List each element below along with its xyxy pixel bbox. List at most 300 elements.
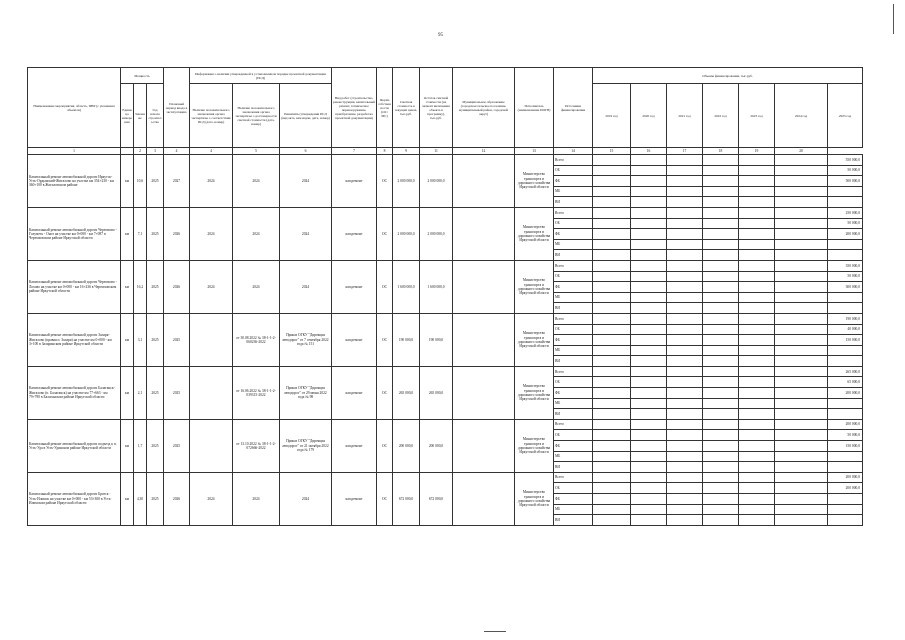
row-unit: км xyxy=(121,313,134,366)
column-number: 2 xyxy=(134,148,147,155)
amount-cell-empty xyxy=(631,229,667,240)
row-own: ОС xyxy=(377,155,393,208)
amount-cell-empty xyxy=(775,271,828,282)
amount-cell-empty xyxy=(631,419,667,430)
header-funding-title: Объемы финансирования, тыс.руб. xyxy=(593,68,863,84)
amount-cell-empty xyxy=(593,229,631,240)
funding-source: ОБ xyxy=(554,430,593,441)
amount-cell-empty xyxy=(703,303,739,314)
column-number xyxy=(121,148,134,155)
amount-2025 xyxy=(828,197,863,208)
amount-cell-empty xyxy=(667,218,703,229)
row-name: Капитальный ремонт автомобильной дороги Братск - Усть-Илимск на участке км 0+000 - км 53+300 в Усть-Илимском районе Иркутской области xyxy=(28,472,121,525)
amount-cell-empty xyxy=(739,430,775,441)
amount-2025 xyxy=(828,186,863,197)
column-number: 14 xyxy=(554,148,593,155)
amount-cell-empty xyxy=(775,282,828,293)
amount-cell-empty xyxy=(667,356,703,367)
amount-cell-empty xyxy=(775,398,828,409)
amount-cell-empty xyxy=(667,398,703,409)
amount-cell-empty xyxy=(593,409,631,420)
funding-source: Всего xyxy=(554,419,593,430)
row-value: 16,2 xyxy=(134,260,147,313)
amount-cell-empty xyxy=(593,419,631,430)
row-executor: Министерство транспорта и дорожного хозяйства Иркутской области xyxy=(515,207,554,260)
row-value: 7,1 xyxy=(134,207,147,260)
amount-cell-empty xyxy=(775,441,828,452)
amount-cell-empty xyxy=(739,377,775,388)
amount-cell-empty xyxy=(593,335,631,346)
amount-cell-empty xyxy=(667,451,703,462)
amount-cell-empty xyxy=(631,494,667,505)
row-approval: 2024 xyxy=(280,472,332,525)
amount-cell-empty xyxy=(775,260,828,271)
column-number: 20 xyxy=(775,148,828,155)
amount-cell-empty xyxy=(631,155,667,166)
row-cost: 2024 xyxy=(233,260,280,313)
row-municipality xyxy=(453,366,515,419)
amount-2025: 50 000,0 xyxy=(828,430,863,441)
amount-cell-empty xyxy=(593,292,631,303)
amount-cell-empty xyxy=(775,313,828,324)
row-year-start: 2025 xyxy=(147,419,164,472)
amount-cell-empty xyxy=(631,356,667,367)
amount-cell-empty xyxy=(667,472,703,483)
amount-cell-empty xyxy=(593,186,631,197)
row-cost: от 30.08.2022 № 38-1-1-2-060236-2022 xyxy=(233,313,280,366)
amount-cell-empty xyxy=(739,229,775,240)
amount-cell-empty xyxy=(631,388,667,399)
header-municipality: Муниципальное образование (городское/сельское поселение, муниципальный район, городской округ) xyxy=(453,68,515,148)
row-name: Капитальный ремонт автомобильной дороги Черемхово - Голуметь - Онот на участке км 0+000 - км 7+087 в Черемховском районе Иркутской области xyxy=(28,207,121,260)
amount-2025: 150 000,0 xyxy=(828,335,863,346)
amount-cell-empty xyxy=(739,155,775,166)
amount-cell-empty xyxy=(593,313,631,324)
amount-cell-empty xyxy=(775,462,828,473)
amount-cell-empty xyxy=(775,377,828,388)
amount-cell-empty xyxy=(739,494,775,505)
amount-cell-empty xyxy=(593,155,631,166)
amount-cell-empty xyxy=(703,494,739,505)
amount-cell-empty xyxy=(667,260,703,271)
amount-cell-empty xyxy=(703,197,739,208)
amount-cell-empty xyxy=(631,345,667,356)
amount-cell-empty xyxy=(631,515,667,526)
row-executor: Министерство транспорта и дорожного хозяйства Иркутской области xyxy=(515,313,554,366)
amount-cell-empty xyxy=(703,282,739,293)
row-year-start: 2025 xyxy=(147,313,164,366)
amount-cell-empty xyxy=(703,419,739,430)
header-year-2023: 2023 год xyxy=(739,84,775,148)
amount-2025: 500 000,0 xyxy=(828,176,863,187)
row-executor: Министерство транспорта и дорожного хозяйства Иркутской области xyxy=(515,419,554,472)
row-cost: от 16.06.2022 № 38-1-1-2-039315-2022 xyxy=(233,366,280,419)
funding-source: МБ xyxy=(554,451,593,462)
row-approval: 2024 xyxy=(280,260,332,313)
row-est: 265 000,0 xyxy=(393,366,420,419)
row-year-start: 2025 xyxy=(147,155,164,208)
row-planned: 2025 xyxy=(164,313,190,366)
funding-source: ФБ xyxy=(554,176,593,187)
amount-cell-empty xyxy=(739,197,775,208)
funding-source: ВИ xyxy=(554,462,593,473)
amount-cell-empty xyxy=(593,430,631,441)
amount-cell-empty xyxy=(739,313,775,324)
column-number: 11 xyxy=(420,148,453,155)
header-docs-approval: Реквизиты утверждения ПСД (вид акта, кем издан, дата, номер) xyxy=(280,84,332,148)
row-planned: 2025 xyxy=(164,419,190,472)
header-ownership: Форма собственности (ОС/МС) xyxy=(377,68,393,148)
amount-cell-empty xyxy=(703,229,739,240)
amount-cell-empty xyxy=(667,388,703,399)
amount-cell-empty xyxy=(739,282,775,293)
row-remain: 672 000,0 xyxy=(420,472,453,525)
row-municipality xyxy=(453,313,515,366)
amount-cell-empty xyxy=(703,430,739,441)
header-year-start: Год начала строительства xyxy=(147,84,164,148)
funding-source: ФБ xyxy=(554,388,593,399)
amount-2025 xyxy=(828,451,863,462)
amount-cell-empty xyxy=(739,186,775,197)
amount-cell-empty xyxy=(667,504,703,515)
amount-cell-empty xyxy=(775,239,828,250)
amount-cell-empty xyxy=(593,239,631,250)
amount-2025: 350 000,0 xyxy=(828,260,863,271)
amount-cell-empty xyxy=(631,313,667,324)
row-cost: 2024 xyxy=(233,207,280,260)
row-cost: 2024 xyxy=(233,472,280,525)
amount-cell-empty xyxy=(593,356,631,367)
amount-cell-empty xyxy=(703,504,739,515)
row-name: Капитальный ремонт автомобильной дороги Заларя-Жигалово (правая п. Заларя) на участке км 0+000 - км 3+100 в Заларинском районе Иркутской области xyxy=(28,313,121,366)
amount-cell-empty xyxy=(739,483,775,494)
row-year-start: 2025 xyxy=(147,472,164,525)
column-number: 6 xyxy=(280,148,332,155)
row-approval: 2024 xyxy=(280,155,332,208)
amount-cell-empty xyxy=(667,313,703,324)
amount-cell-empty xyxy=(667,483,703,494)
amount-cell-empty xyxy=(703,218,739,229)
amount-2025: 50 000,0 xyxy=(828,165,863,176)
amount-cell-empty xyxy=(703,515,739,526)
row-own: ОС xyxy=(377,472,393,525)
row-year-start: 2025 xyxy=(147,260,164,313)
amount-2025: 190 000,0 xyxy=(828,313,863,324)
row-executor: Министерство транспорта и дорожного хозяйства Иркутской области xyxy=(515,366,554,419)
header-unit: Единица измерения xyxy=(121,84,134,148)
header-remain-cost: Остаток сметной стоимости (на момент включения объекта в программу), тыс.руб. xyxy=(420,68,453,148)
amount-2025 xyxy=(828,398,863,409)
row-planned: 2026 xyxy=(164,472,190,525)
row-work: кап.ремонт xyxy=(332,155,377,208)
row-exp xyxy=(190,419,233,472)
funding-source: ОБ xyxy=(554,324,593,335)
row-value: 10,6 xyxy=(134,155,147,208)
amount-cell-empty xyxy=(775,303,828,314)
amount-cell-empty xyxy=(703,377,739,388)
amount-2025 xyxy=(828,504,863,515)
header-planned-period: Плановый период ввода в эксплуатацию xyxy=(164,68,190,148)
amount-cell-empty xyxy=(775,430,828,441)
amount-cell-empty xyxy=(631,398,667,409)
amount-cell-empty xyxy=(593,515,631,526)
amount-cell-empty xyxy=(667,494,703,505)
amount-cell-empty xyxy=(593,377,631,388)
row-value: 4,30 xyxy=(134,472,147,525)
row-year-start: 2025 xyxy=(147,207,164,260)
amount-cell-empty xyxy=(631,186,667,197)
row-exp xyxy=(190,313,233,366)
amount-cell-empty xyxy=(775,324,828,335)
amount-2025 xyxy=(828,345,863,356)
amount-cell-empty xyxy=(631,250,667,261)
table-row xyxy=(28,419,863,430)
amount-cell-empty xyxy=(775,229,828,240)
amount-cell-empty xyxy=(775,515,828,526)
funding-source: Всего xyxy=(554,472,593,483)
row-own: ОС xyxy=(377,366,393,419)
amount-cell-empty xyxy=(631,377,667,388)
row-name: Капитальный ремонт автомобильной дороги Балаганск-Жигалово (п. Балаганск) на участке км 77+663 - км 79+790 в Балаганском районе Иркутской области xyxy=(28,366,121,419)
row-unit: км xyxy=(121,260,134,313)
amount-cell-empty xyxy=(703,271,739,282)
amount-2025 xyxy=(828,515,863,526)
row-exp: 2024 xyxy=(190,155,233,208)
row-remain: 200 000,0 xyxy=(420,419,453,472)
row-unit: км xyxy=(121,155,134,208)
amount-cell-empty xyxy=(631,271,667,282)
amount-cell-empty xyxy=(703,409,739,420)
amount-2025: 65 000,0 xyxy=(828,377,863,388)
amount-cell-empty xyxy=(667,419,703,430)
funding-source: МБ xyxy=(554,239,593,250)
row-exp: 2024 xyxy=(190,207,233,260)
amount-cell-empty xyxy=(739,356,775,367)
amount-cell-empty xyxy=(775,165,828,176)
amount-cell-empty xyxy=(703,388,739,399)
row-est: 200 000,0 xyxy=(393,419,420,472)
amount-cell-empty xyxy=(739,165,775,176)
amount-cell-empty xyxy=(593,282,631,293)
amount-cell-empty xyxy=(703,356,739,367)
amount-2025 xyxy=(828,303,863,314)
amount-cell-empty xyxy=(631,366,667,377)
funding-source: МБ xyxy=(554,398,593,409)
amount-cell-empty xyxy=(593,165,631,176)
header-year-2021: 2021 год xyxy=(667,84,703,148)
amount-cell-empty xyxy=(703,472,739,483)
amount-cell-empty xyxy=(739,366,775,377)
funding-source: ОБ xyxy=(554,165,593,176)
amount-cell-empty xyxy=(703,441,739,452)
amount-cell-empty xyxy=(739,324,775,335)
amount-cell-empty xyxy=(739,176,775,187)
header-name: Наименование мероприятия, область, ПНР (с указанием объектов) xyxy=(28,68,121,148)
row-unit: км xyxy=(121,366,134,419)
scan-mark xyxy=(484,631,506,632)
amount-cell-empty xyxy=(631,472,667,483)
amount-cell-empty xyxy=(775,197,828,208)
amount-2025: 200 000,0 xyxy=(828,229,863,240)
amount-cell-empty xyxy=(593,260,631,271)
amount-2025 xyxy=(828,409,863,420)
row-remain: 2 000 000,0 xyxy=(420,207,453,260)
amount-cell-empty xyxy=(703,451,739,462)
column-number: 3 xyxy=(147,148,164,155)
row-unit: км xyxy=(121,472,134,525)
amount-2025: 550 000,0 xyxy=(828,155,863,166)
column-number: 7 xyxy=(332,148,377,155)
row-work: кап.ремонт xyxy=(332,472,377,525)
amount-cell-empty xyxy=(631,239,667,250)
amount-cell-empty xyxy=(739,515,775,526)
amount-cell-empty xyxy=(739,398,775,409)
amount-cell-empty xyxy=(703,260,739,271)
column-number: 4 xyxy=(164,148,190,155)
amount-cell-empty xyxy=(667,303,703,314)
amount-cell-empty xyxy=(703,324,739,335)
amount-cell-empty xyxy=(667,335,703,346)
funding-source: Всего xyxy=(554,260,593,271)
row-cost: от 13.10.2022 № 38-1-1-2-072666-2022 xyxy=(233,419,280,472)
amount-2025: 250 000,0 xyxy=(828,207,863,218)
amount-cell-empty xyxy=(631,197,667,208)
amount-cell-empty xyxy=(703,250,739,261)
amount-cell-empty xyxy=(775,218,828,229)
row-unit: км xyxy=(121,419,134,472)
amount-cell-empty xyxy=(667,186,703,197)
funding-source: ВИ xyxy=(554,250,593,261)
row-exp: 2024 xyxy=(190,472,233,525)
amount-cell-empty xyxy=(739,239,775,250)
header-docs-cost: Наличие положительного заключения органа экспертизы о достоверности сметной стоимости (дата, номер) xyxy=(233,84,280,148)
amount-cell-empty xyxy=(631,430,667,441)
amount-cell-empty xyxy=(703,335,739,346)
row-approval: Приказ ОГКУ "Дирекция автодорог" от 21 октября 2022 года № 179 xyxy=(280,419,332,472)
amount-2025: 265 000,0 xyxy=(828,366,863,377)
amount-cell-empty xyxy=(593,494,631,505)
amount-cell-empty xyxy=(739,218,775,229)
column-number: 13 xyxy=(515,148,554,155)
row-municipality xyxy=(453,419,515,472)
amount-cell-empty xyxy=(775,335,828,346)
row-work: кап.ремонт xyxy=(332,260,377,313)
amount-cell-empty xyxy=(775,292,828,303)
row-own: ОС xyxy=(377,419,393,472)
table-row xyxy=(28,366,863,377)
amount-2025 xyxy=(828,292,863,303)
funding-source: Всего xyxy=(554,207,593,218)
amount-2025: 200 000,0 xyxy=(828,483,863,494)
amount-cell-empty xyxy=(775,356,828,367)
amount-cell-empty xyxy=(593,483,631,494)
amount-cell-empty xyxy=(593,472,631,483)
amount-cell-empty xyxy=(667,282,703,293)
amount-cell-empty xyxy=(775,494,828,505)
amount-cell-empty xyxy=(703,398,739,409)
row-work: кап.ремонт xyxy=(332,419,377,472)
funding-source: ФБ xyxy=(554,229,593,240)
amount-cell-empty xyxy=(593,441,631,452)
amount-cell-empty xyxy=(703,462,739,473)
row-executor: Министерство транспорта и дорожного хозяйства Иркутской области xyxy=(515,260,554,313)
amount-cell-empty xyxy=(631,441,667,452)
row-est: 190 000,0 xyxy=(393,313,420,366)
row-value: 3,1 xyxy=(134,313,147,366)
amount-cell-empty xyxy=(593,197,631,208)
column-number: 5 xyxy=(233,148,280,155)
header-executor: Исполнитель (наименование ИОГВ) xyxy=(515,68,554,148)
row-est: 2 000 000,0 xyxy=(393,207,420,260)
header-year-2025: 2025 год xyxy=(828,84,863,148)
amount-cell-empty xyxy=(739,345,775,356)
amount-cell-empty xyxy=(631,504,667,515)
amount-cell-empty xyxy=(739,462,775,473)
header-funding-source: Источники финансирования xyxy=(554,68,593,148)
funding-source: Всего xyxy=(554,155,593,166)
amount-cell-empty xyxy=(593,271,631,282)
funding-source: ВИ xyxy=(554,197,593,208)
row-est: 2 000 000,0 xyxy=(393,155,420,208)
row-own: ОС xyxy=(377,260,393,313)
amount-cell-empty xyxy=(775,472,828,483)
amount-cell-empty xyxy=(703,165,739,176)
header-year-2020: 2020 год xyxy=(631,84,667,148)
amount-cell-empty xyxy=(631,451,667,462)
amount-cell-empty xyxy=(667,250,703,261)
amount-cell-empty xyxy=(667,271,703,282)
row-municipality xyxy=(453,207,515,260)
amount-cell-empty xyxy=(631,260,667,271)
amount-cell-empty xyxy=(631,218,667,229)
amount-cell-empty xyxy=(593,218,631,229)
row-name: Капитальный ремонт автомобильной дороги Черемхово - Лохово на участке км 0+000 - км 16+236 в Черемховском районе Иркутской области xyxy=(28,260,121,313)
row-approval: 2024 xyxy=(280,207,332,260)
amount-cell-empty xyxy=(703,239,739,250)
row-own: ОС xyxy=(377,207,393,260)
amount-2025 xyxy=(828,494,863,505)
amount-2025 xyxy=(828,239,863,250)
header-docs-info: Информация о наличии утвержденной в установленном порядке проектной документации (ПСД) xyxy=(190,68,332,84)
amount-cell-empty xyxy=(667,292,703,303)
amount-cell-empty xyxy=(775,409,828,420)
amount-cell-empty xyxy=(739,292,775,303)
scan-mark xyxy=(893,4,894,34)
amount-cell-empty xyxy=(775,186,828,197)
amount-cell-empty xyxy=(631,176,667,187)
row-remain: 2 000 000,0 xyxy=(420,155,453,208)
header-year-2022: 2022 год xyxy=(703,84,739,148)
amount-2025 xyxy=(828,250,863,261)
funding-source: ВИ xyxy=(554,409,593,420)
header-value: Значение xyxy=(134,84,147,148)
header-year-2024: 2024 год xyxy=(775,84,828,148)
amount-2025: 200 000,0 xyxy=(828,472,863,483)
header-docs-exp: Наличие положительного заключения органа экспертизы о соответствии ПСД (дата, номер) xyxy=(190,84,233,148)
amount-cell-empty xyxy=(739,472,775,483)
funding-source: ФБ xyxy=(554,441,593,452)
amount-cell-empty xyxy=(739,303,775,314)
amount-2025: 300 000,0 xyxy=(828,282,863,293)
funding-source: МБ xyxy=(554,186,593,197)
amount-cell-empty xyxy=(703,176,739,187)
funding-source: Всего xyxy=(554,313,593,324)
amount-cell-empty xyxy=(775,419,828,430)
amount-cell-empty xyxy=(703,292,739,303)
funding-source: МБ xyxy=(554,504,593,515)
funding-source: ОБ xyxy=(554,483,593,494)
amount-cell-empty xyxy=(593,388,631,399)
